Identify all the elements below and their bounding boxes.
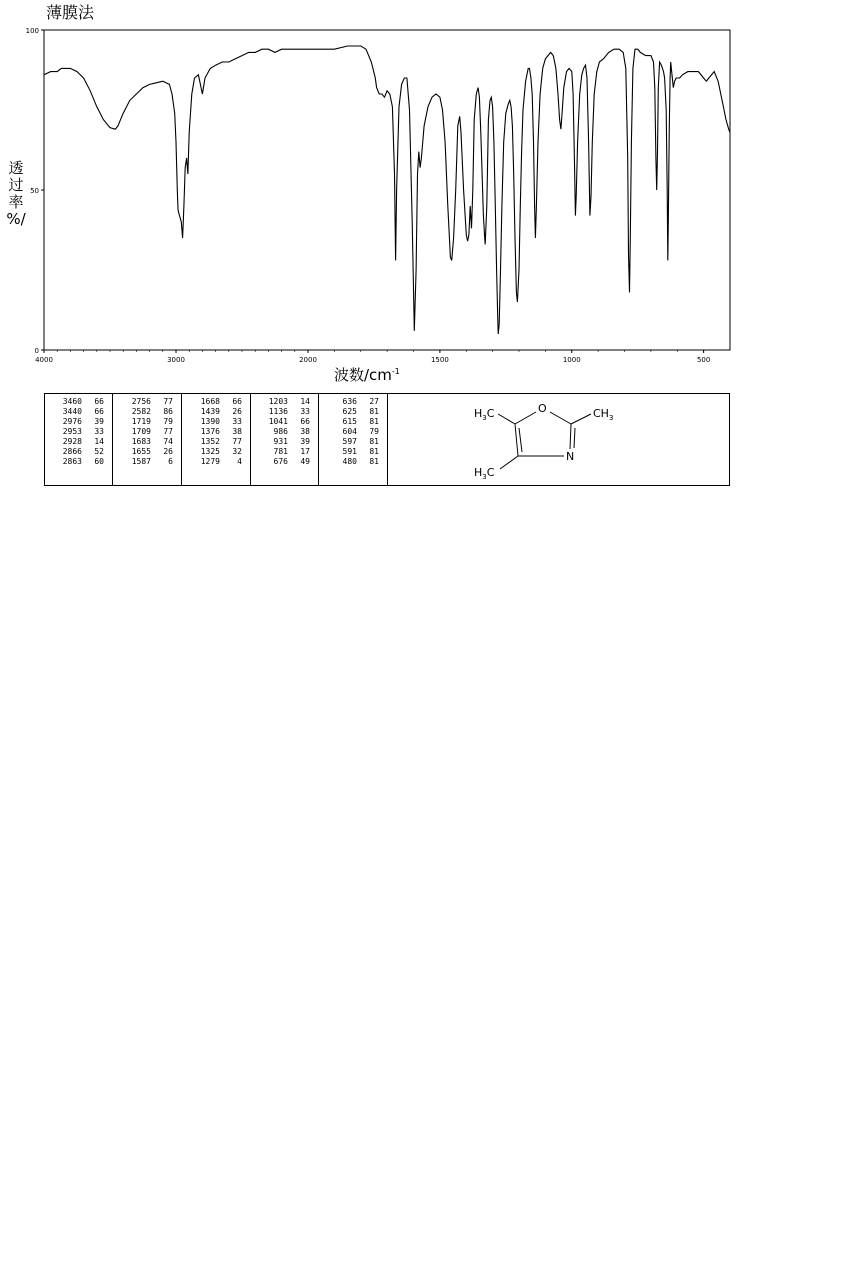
peak-row bbox=[45, 447, 112, 457]
peak-transmittance: 14 bbox=[300, 397, 310, 406]
x-axis-label-sup: -1 bbox=[391, 367, 400, 376]
peak-row bbox=[182, 427, 250, 437]
peak-row bbox=[251, 457, 318, 467]
peak-wavenumber: 2953 bbox=[62, 427, 82, 436]
peak-column bbox=[251, 394, 319, 485]
peak-wavenumber: 1352 bbox=[200, 437, 220, 446]
bond-c2-n bbox=[570, 424, 571, 449]
peak-transmittance: 66 bbox=[232, 397, 242, 406]
peak-row bbox=[319, 457, 387, 467]
peak-row bbox=[45, 407, 112, 417]
peak-transmittance: 81 bbox=[369, 417, 379, 426]
peak-wavenumber: 615 bbox=[342, 417, 357, 426]
peak-column bbox=[182, 394, 251, 485]
plot-frame bbox=[44, 30, 730, 350]
bond-o-c2 bbox=[550, 412, 571, 424]
peak-transmittance: 52 bbox=[94, 447, 104, 456]
peak-transmittance: 39 bbox=[94, 417, 104, 426]
bond-c4-c5-double bbox=[519, 428, 522, 452]
peak-wavenumber: 1683 bbox=[131, 437, 151, 446]
peak-wavenumber: 2866 bbox=[62, 447, 82, 456]
peak-transmittance: 33 bbox=[232, 417, 242, 426]
peak-wavenumber: 480 bbox=[342, 457, 357, 466]
peak-wavenumber: 1279 bbox=[200, 457, 220, 466]
peak-row bbox=[182, 437, 250, 447]
peak-transmittance: 74 bbox=[163, 437, 173, 446]
peak-transmittance: 79 bbox=[163, 417, 173, 426]
peak-wavenumber: 1136 bbox=[268, 407, 288, 416]
bond-c5-o bbox=[515, 412, 536, 424]
peak-wavenumber: 1390 bbox=[200, 417, 220, 426]
y-tick-label: 100 bbox=[25, 27, 39, 35]
peak-transmittance: 79 bbox=[369, 427, 379, 436]
peak-wavenumber: 1439 bbox=[200, 407, 220, 416]
y-axis-label-line: 过 bbox=[8, 176, 24, 194]
peak-wavenumber: 676 bbox=[273, 457, 288, 466]
peak-transmittance: 66 bbox=[94, 397, 104, 406]
peak-row bbox=[251, 437, 318, 447]
methyl-label-top: $H_3C$ bbox=[474, 407, 495, 422]
peak-wavenumber: 2928 bbox=[62, 437, 82, 446]
peak-row bbox=[182, 457, 250, 467]
peak-wavenumber: 1655 bbox=[131, 447, 151, 456]
peak-wavenumber: 1203 bbox=[268, 397, 288, 406]
peak-transmittance: 66 bbox=[94, 407, 104, 416]
peak-transmittance: 38 bbox=[232, 427, 242, 436]
peak-row bbox=[251, 417, 318, 427]
oxygen-label: O bbox=[538, 402, 547, 415]
peak-transmittance: 26 bbox=[163, 447, 173, 456]
peak-transmittance: 81 bbox=[369, 447, 379, 456]
peak-wavenumber: 1668 bbox=[200, 397, 220, 406]
y-axis-label-line: %/ bbox=[6, 210, 26, 228]
peak-transmittance: 81 bbox=[369, 437, 379, 446]
peak-row bbox=[182, 417, 250, 427]
peak-row bbox=[113, 407, 181, 417]
peak-transmittance: 77 bbox=[163, 427, 173, 436]
peak-transmittance: 60 bbox=[94, 457, 104, 466]
peak-row bbox=[113, 427, 181, 437]
peak-wavenumber: 636 bbox=[342, 397, 357, 406]
methyl-label-right: $CH_3$ bbox=[593, 407, 614, 422]
peak-wavenumber: 781 bbox=[273, 447, 288, 456]
peak-wavenumber: 1587 bbox=[131, 457, 151, 466]
bond-c2-n-double bbox=[574, 428, 575, 448]
peak-wavenumber: 1041 bbox=[268, 417, 288, 426]
x-tick-label: 2000 bbox=[299, 356, 317, 364]
peak-wavenumber: 2863 bbox=[62, 457, 82, 466]
x-tick-label: 500 bbox=[696, 356, 711, 364]
peak-wavenumber: 2976 bbox=[62, 417, 82, 426]
peak-row bbox=[113, 397, 181, 407]
peak-row bbox=[319, 397, 387, 407]
peak-row bbox=[182, 407, 250, 417]
peak-row bbox=[251, 397, 318, 407]
peak-row bbox=[45, 427, 112, 437]
bond-c4-ch3 bbox=[500, 456, 518, 469]
peak-column bbox=[113, 394, 182, 485]
peak-row bbox=[182, 447, 250, 457]
peak-wavenumber: 2756 bbox=[131, 397, 151, 406]
x-tick-label: 1000 bbox=[562, 356, 581, 364]
peak-transmittance: 38 bbox=[300, 427, 310, 436]
peak-transmittance: 33 bbox=[300, 407, 310, 416]
peak-wavenumber: 1376 bbox=[200, 427, 220, 436]
peak-transmittance: 66 bbox=[300, 417, 310, 426]
y-tick-label: 0 bbox=[34, 347, 39, 355]
method-title: 薄膜法 bbox=[46, 3, 95, 22]
x-tick-label: 4000 bbox=[35, 356, 53, 364]
y-tick-label: 50 bbox=[30, 187, 39, 195]
peak-transmittance: 17 bbox=[300, 447, 310, 456]
peak-row bbox=[113, 437, 181, 447]
peak-wavenumber: 2582 bbox=[131, 407, 151, 416]
peak-wavenumber: 1719 bbox=[131, 417, 151, 426]
x-axis-label bbox=[334, 362, 400, 385]
ir-spectrum-chart bbox=[0, 0, 850, 390]
peak-row bbox=[319, 417, 387, 427]
x-axis-label-text: 波数/cm bbox=[334, 366, 392, 384]
peak-row bbox=[45, 457, 112, 467]
x-tick-label: 3000 bbox=[167, 356, 185, 364]
spectrum-line bbox=[44, 46, 730, 334]
peak-transmittance: 26 bbox=[232, 407, 242, 416]
bond-c4-c5 bbox=[515, 424, 518, 456]
peak-row bbox=[319, 407, 387, 417]
peak-column bbox=[319, 394, 388, 485]
peak-wavenumber: 931 bbox=[273, 437, 288, 446]
peak-wavenumber: 604 bbox=[342, 427, 357, 436]
peak-transmittance: 33 bbox=[94, 427, 104, 436]
molecule-structure bbox=[388, 394, 728, 484]
peak-transmittance: 77 bbox=[232, 437, 242, 446]
bond-c2-ch3 bbox=[571, 414, 591, 424]
peak-row bbox=[319, 447, 387, 457]
methyl-label-bottom: $H_3C$ bbox=[474, 466, 495, 481]
peak-transmittance: 49 bbox=[300, 457, 310, 466]
peak-transmittance: 77 bbox=[163, 397, 173, 406]
peak-row bbox=[319, 437, 387, 447]
peak-row bbox=[251, 407, 318, 417]
peak-transmittance: 86 bbox=[163, 407, 173, 416]
peak-wavenumber: 597 bbox=[342, 437, 357, 446]
peak-wavenumber: 3460 bbox=[62, 397, 82, 406]
peak-transmittance: 32 bbox=[232, 447, 242, 456]
peak-transmittance: 4 bbox=[237, 457, 242, 466]
peak-wavenumber: 591 bbox=[342, 447, 357, 456]
x-tick-label: 1500 bbox=[430, 356, 449, 364]
peak-row bbox=[113, 417, 181, 427]
peak-row bbox=[182, 397, 250, 407]
peak-transmittance: 27 bbox=[369, 397, 379, 406]
y-axis-label-line: 率 bbox=[8, 193, 24, 211]
peak-row bbox=[45, 417, 112, 427]
peak-transmittance: 81 bbox=[369, 407, 379, 416]
peak-row bbox=[45, 437, 112, 447]
peak-transmittance: 6 bbox=[168, 457, 173, 466]
peak-transmittance: 39 bbox=[300, 437, 310, 446]
y-axis-label-line: 透 bbox=[8, 159, 24, 177]
nitrogen-label: N bbox=[566, 450, 575, 463]
peak-transmittance: 81 bbox=[369, 457, 379, 466]
peak-row bbox=[251, 447, 318, 457]
peak-wavenumber: 986 bbox=[273, 427, 288, 436]
peak-row bbox=[113, 447, 181, 457]
peak-row bbox=[251, 427, 318, 437]
peak-wavenumber: 1709 bbox=[131, 427, 151, 436]
bond-c5-ch3 bbox=[498, 414, 515, 424]
peak-wavenumber: 3440 bbox=[62, 407, 82, 416]
peak-wavenumber: 1325 bbox=[200, 447, 220, 456]
peak-row bbox=[113, 457, 181, 467]
peak-row bbox=[45, 397, 112, 407]
peak-wavenumber: 625 bbox=[342, 407, 357, 416]
peak-row bbox=[319, 427, 387, 437]
peak-transmittance: 14 bbox=[94, 437, 104, 446]
peak-column bbox=[45, 394, 113, 485]
